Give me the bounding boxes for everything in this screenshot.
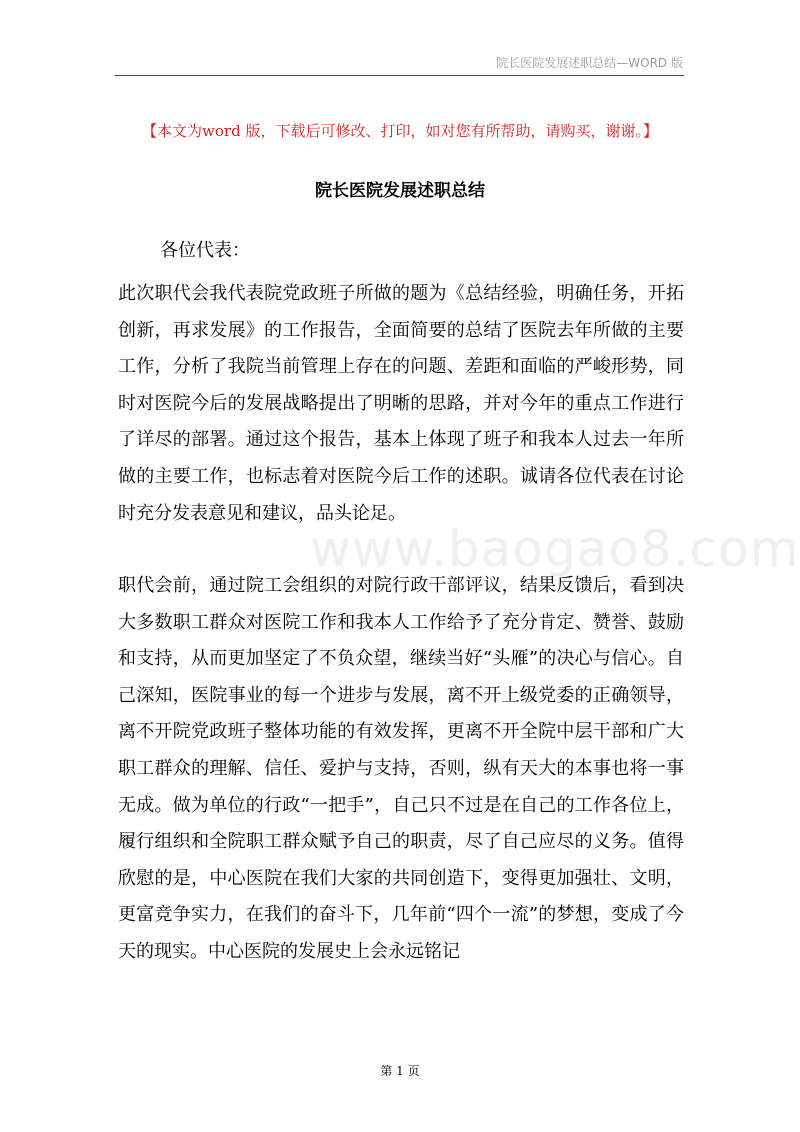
word-version-notice: 【本文为word 版，下载后可修改、打印，如对您有所帮助，请购买，谢谢。】 (142, 122, 658, 140)
body-paragraph-2: 职代会前，通过院工会组织的对院行政干部评议，结果反馈后，看到决大多数职工群众对医院工作和我本人工作给予了充分肯定、赞誉、鼓励和支持，从而更加坚定了不负众望，继续当好“头雁”的决心与信心。自己深知，医院事业的每一个进步与发展，离不开上级党委的正确领导，离不开院党政班子整体功能的有效发挥，更离不开全院中层干部和广大职工群众的理解、信任、爱护与支持，否则，纵有天大的本事也将一事无成。做为单位的行政“一把手”，自己只不过是在自己的工作各位上，履行组织和全院职工群众赋予自己的职责，尽了自己应尽的义务。值得欣慰的是，中心医院在我们大家的共同创造下，变得更加强壮、文明，更富竞争实力，在我们的奋斗下，几年前“四个一流”的梦想，变成了今天的现实。中心医院的发展史上会永远铭记 (118, 575, 684, 962)
body-paragraph-1: 此次职代会我代表院党政班子所做的题为《总结经验，明确任务，开拓创新，再求发展》的工作报告，全面简要的总结了医院去年所做的主要工作，分析了我院当前管理上存在的问题、差距和面临的严峻形势，同时对医院今后的发展战略提出了明晰的思路，并对今年的重点工作进行了详尽的部署。通过这个报告，基本上体现了班子和我本人过去一年所做的主要工作，也标志着对医院今后工作的述职。诚请各位代表在讨论时充分发表意见和建议，品头论足。 (118, 283, 684, 524)
site-watermark: www.baogao8.com (310, 520, 800, 578)
page-number: 第 1 页 (380, 1064, 420, 1078)
greeting-line: 各位代表： (160, 240, 250, 261)
running-header: 院长医院发展述职总结—WORD 版 (496, 56, 683, 70)
header-divider (115, 75, 684, 76)
document-title: 院长医院发展述职总结 (315, 181, 485, 201)
